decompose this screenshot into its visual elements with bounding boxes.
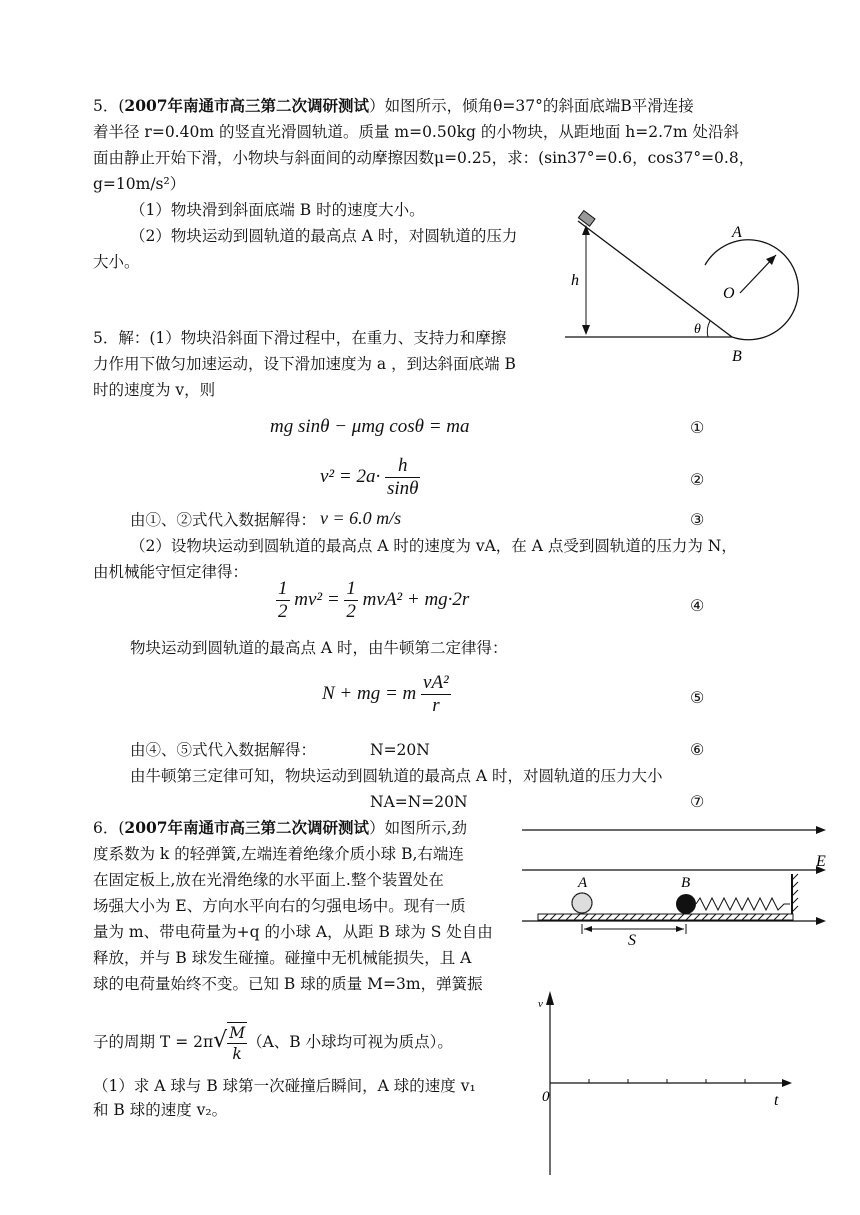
sol5-part2-line-2: 由机械能守恒定律得：	[93, 563, 249, 581]
h-label: h	[571, 272, 579, 289]
result-3-label: 由①、②式代入数据解得：	[130, 511, 317, 529]
origin-label: 0	[542, 1089, 550, 1105]
ball-B-label: B	[681, 875, 691, 891]
equation-4: $\frac{1}{2}$ mv² = $\frac{1}{2}$ mvA² + mg·2r	[278, 578, 470, 622]
equation-5: N + mg = m $\frac{\text{vA²}}{r}$	[322, 672, 449, 716]
p6-line-7: 球的电荷量始终不变。已知 B 球的质量 M=3m，弹簧振	[93, 975, 483, 993]
eq-number-1: ①	[690, 418, 705, 437]
S-label: S	[628, 932, 636, 948]
B-label: B	[732, 348, 742, 365]
result-6-value: N=20N	[370, 741, 430, 759]
result-6-label: 由④、⑤式代入数据解得：	[130, 741, 317, 759]
p5-line-2: 着半径 r=0.40m 的竖直光滑圆轨道。质量 m=0.50kg 的小物块，从距地面 h=2.7m 处沿斜	[93, 123, 739, 141]
p6-line-2: 度系数为 k 的轻弹簧,左端连着绝缘介质小球 B,右端连	[93, 845, 464, 863]
O-label: O	[723, 285, 735, 302]
p6-line-8: 子的周期 T = 2π√ $\frac{M}{k}$ （A、B 小球均可视为质点）。	[93, 1024, 453, 1063]
sol5-line-1: 5．解：(1）物块沿斜面下滑过程中，在重力、支持力和摩擦	[93, 329, 507, 347]
p6-line-4: 场强大小为 E、方向水平向右的匀强电场中。现有一质	[93, 897, 466, 915]
sol5-line-newton: 物块运动到圆轨道的最高点 A 时，由牛顿第二定律得：	[130, 639, 508, 657]
p5-question-1: （1）物块滑到斜面底端 B 时的速度大小。	[130, 201, 425, 219]
sol5-line-2: 力作用下做匀加速运动，设下滑加速度为 a ，到达斜面底端 B	[93, 355, 516, 373]
eq-number-7: ⑦	[690, 792, 705, 811]
v-axis-label: v	[538, 998, 543, 1010]
equation-1: mg sinθ − μmg cosθ = ma	[270, 416, 470, 437]
theta-label: θ	[694, 322, 701, 337]
p6-source: 2007年南通市高三第二次调研测试	[124, 818, 370, 837]
p6-question-1b: 和 B 球的速度 v₂。	[93, 1101, 228, 1119]
sol5-part2-line-1: （2）设物块运动到圆轨道的最高点 A 时的速度为 vA，在 A 点受到圆轨道的压力为 N，	[130, 537, 737, 555]
ball-A-label: A	[578, 875, 588, 891]
p6-line-1: 6．(2007年南通市高三第二次调研测试）如图所示,劲	[93, 818, 468, 837]
equation-2: v² = 2a· $\frac{h}{\sin\theta}$	[320, 455, 419, 499]
p6-question-1a: （1）求 A 球与 B 球第一次碰撞后瞬间，A 球的速度 v₁	[93, 1077, 476, 1095]
sol5-line-third-law: 由牛顿第三定律可知，物块运动到圆轨道的最高点 A 时，对圆轨道的压力大小	[130, 767, 663, 785]
p5-line-3: 面由静止开始下滑，小物块与斜面间的动摩擦因数μ=0.25，求：(sin37°=0.6，cos37°=0.8，	[93, 149, 755, 167]
p5-question-2b: 大小。	[93, 253, 140, 271]
p6-line-5: 量为 m、带电荷量为+q 的小球 A，从距 B 球为 S 处自由	[93, 923, 493, 941]
p6-line-3: 在固定板上,放在光滑绝缘的水平面上.整个装置处在	[93, 871, 444, 889]
p5-question-2a: （2）物块运动到圆轨道的最高点 A 时，对圆轨道的压力	[130, 227, 518, 245]
ball-B	[676, 894, 696, 914]
result-3-value: v = 6.0 m/s	[320, 508, 402, 528]
eq-number-5: ⑤	[690, 688, 705, 707]
incline-loop-figure	[560, 205, 840, 370]
eq-number-4: ④	[690, 596, 705, 615]
E-label: E	[816, 853, 826, 870]
p5-source: 2007年南通市高三第二次调研测试	[124, 96, 370, 115]
eq-number-2: ②	[690, 470, 705, 489]
field-spring-figure	[520, 818, 860, 948]
result-7: NA=N=20N	[370, 793, 468, 811]
p5-line-1: 5．(2007年南通市高三第二次调研测试）如图所示，倾角θ=37°的斜面底端B平滑连接	[93, 96, 694, 115]
eq-number-3: ③	[690, 510, 705, 529]
p5-line-4: g=10m/s²）	[93, 175, 186, 193]
sol5-line-3: 时的速度为 v，则	[93, 381, 216, 399]
eq-number-6: ⑥	[690, 740, 705, 759]
v-t-axes	[530, 985, 800, 1180]
t-axis-label: t	[774, 1092, 779, 1109]
p6-line-6: 释放，并与 B 球发生碰撞。碰撞中无机械能损失，且 A	[93, 949, 472, 967]
A-label: A	[732, 224, 742, 241]
